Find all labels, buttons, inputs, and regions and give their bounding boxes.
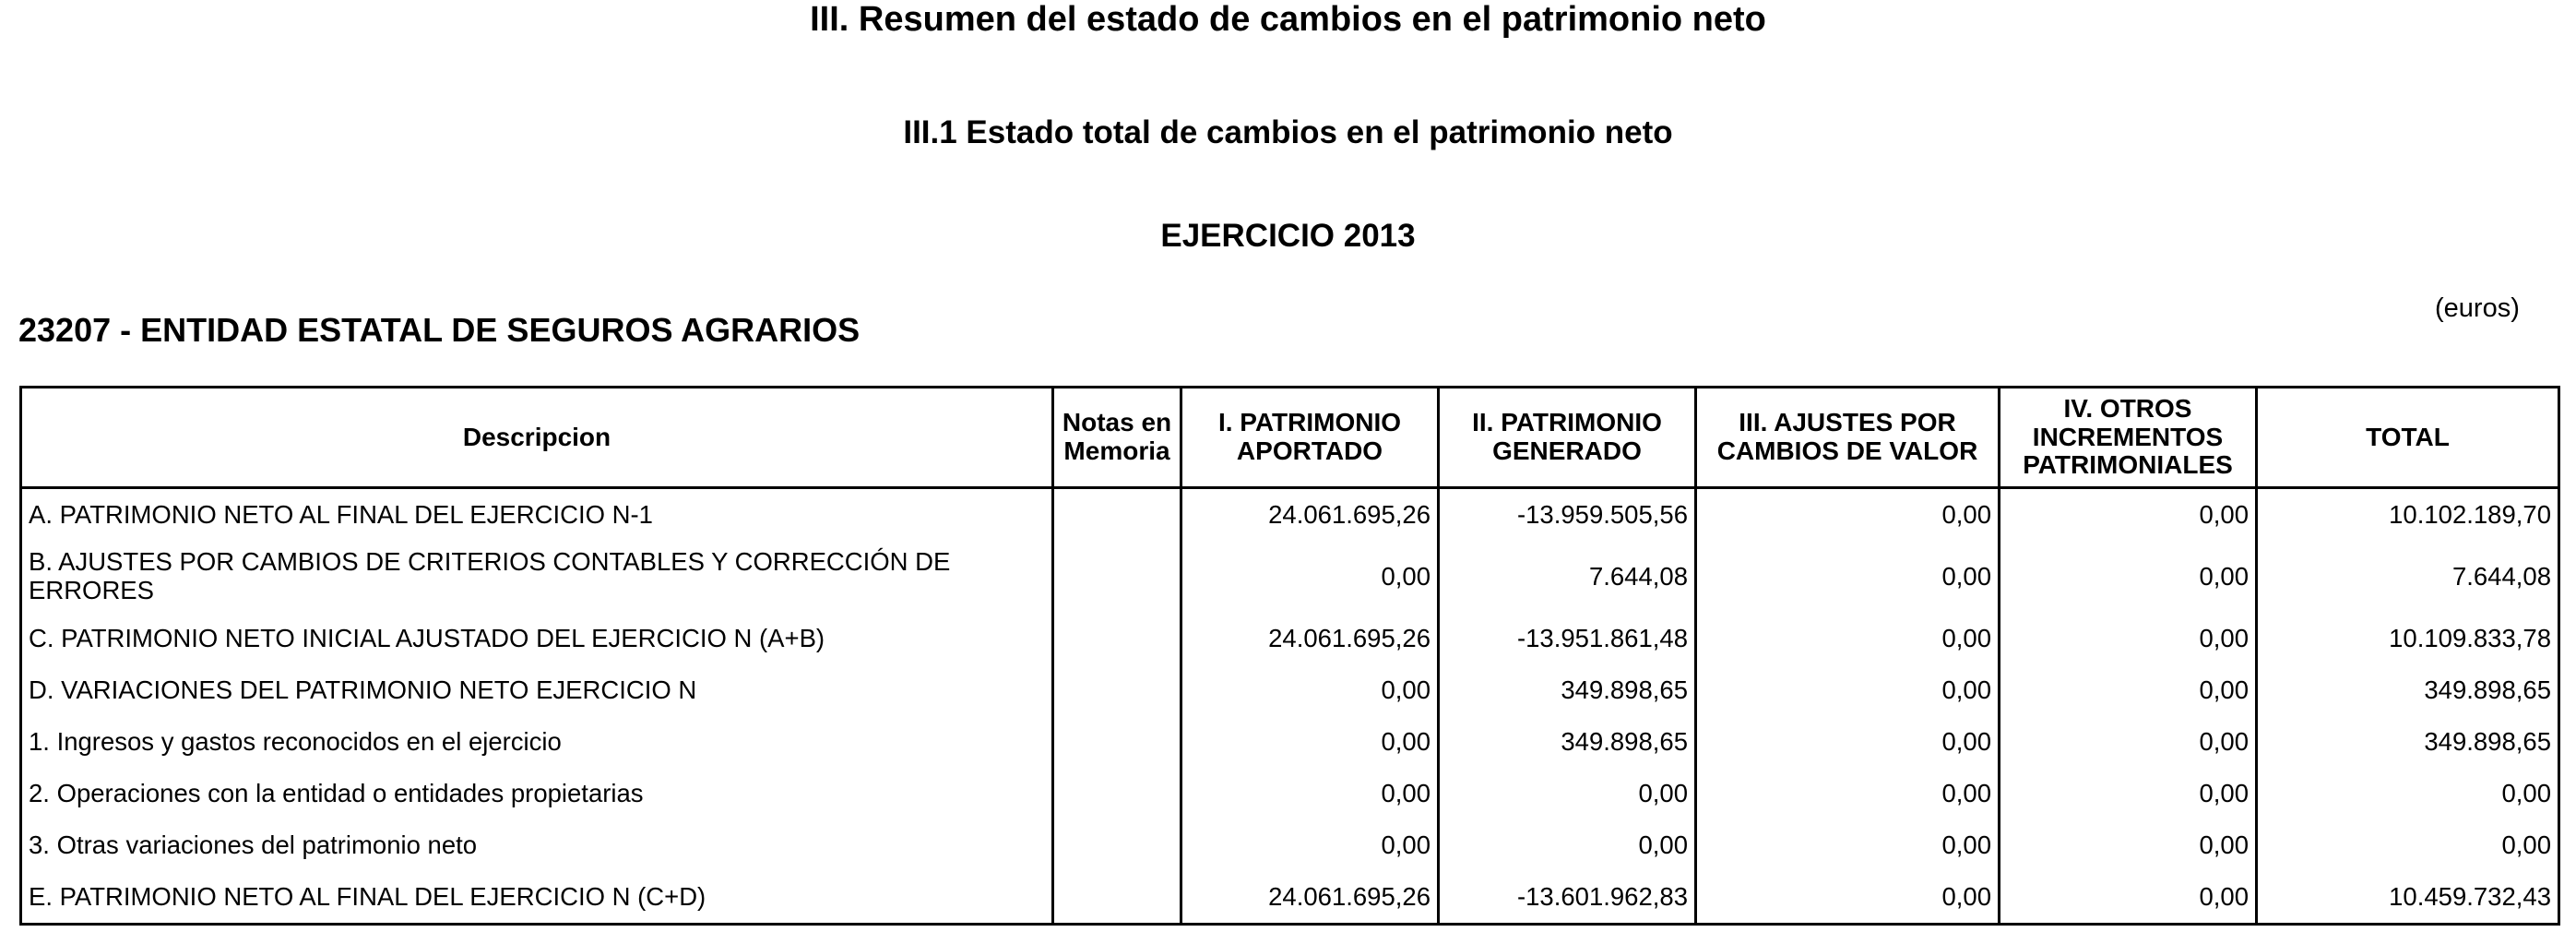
row-total: 10.102.189,70 <box>2257 488 2559 542</box>
table-row <box>21 819 2559 871</box>
row-ajustes-valor: 0,00 <box>1696 664 2000 716</box>
entity-name: 23207 - ENTIDAD ESTATAL DE SEGUROS AGRARIOS <box>18 311 861 349</box>
row-description: C. PATRIMONIO NETO INICIAL AJUSTADO DEL EJERCICIO N (A+B) <box>21 613 1053 664</box>
row-otros-incrementos: 0,00 <box>2000 716 2257 768</box>
row-patrimonio-aportado: 0,00 <box>1181 664 1439 716</box>
report-title: III. Resumen del estado de cambios en el patrimonio neto <box>810 0 1766 39</box>
table-row <box>21 768 2559 819</box>
row-total: 7.644,08 <box>2257 541 2559 613</box>
row-total: 10.459.732,43 <box>2257 871 2559 925</box>
column-header-ajustes-valor: III. AJUSTES POR CAMBIOS DE VALOR <box>1696 388 2000 488</box>
row-ajustes-valor: 0,00 <box>1696 819 2000 871</box>
row-otros-incrementos: 0,00 <box>2000 488 2257 542</box>
row-notas <box>1053 664 1181 716</box>
equity-changes-table <box>19 386 2560 926</box>
column-header-notas: Notas en Memoria <box>1053 388 1181 488</box>
column-header-patrimonio-generado: II. PATRIMONIO GENERADO <box>1439 388 1696 488</box>
row-patrimonio-generado: -13.959.505,56 <box>1439 488 1696 542</box>
row-patrimonio-aportado: 0,00 <box>1181 819 1439 871</box>
row-patrimonio-aportado: 24.061.695,26 <box>1181 871 1439 925</box>
row-notas <box>1053 541 1181 613</box>
row-description: 3. Otras variaciones del patrimonio neto <box>21 819 1053 871</box>
table-row <box>21 664 2559 716</box>
column-header-descripcion: Descripcion <box>21 388 1053 488</box>
row-patrimonio-generado: 349.898,65 <box>1439 716 1696 768</box>
row-otros-incrementos: 0,00 <box>2000 613 2257 664</box>
row-notas <box>1053 819 1181 871</box>
row-ajustes-valor: 0,00 <box>1696 488 2000 542</box>
table-header-row <box>21 388 2559 488</box>
row-ajustes-valor: 0,00 <box>1696 541 2000 613</box>
column-header-otros-incrementos: IV. OTROS INCREMENTOS PATRIMONIALES <box>2000 388 2257 488</box>
row-total: 10.109.833,78 <box>2257 613 2559 664</box>
row-patrimonio-generado: 349.898,65 <box>1439 664 1696 716</box>
row-patrimonio-aportado: 24.061.695,26 <box>1181 613 1439 664</box>
row-description: A. PATRIMONIO NETO AL FINAL DEL EJERCICIO N-1 <box>21 488 1053 542</box>
column-header-patrimonio-aportado: I. PATRIMONIO APORTADO <box>1181 388 1439 488</box>
row-ajustes-valor: 0,00 <box>1696 871 2000 925</box>
row-otros-incrementos: 0,00 <box>2000 664 2257 716</box>
row-patrimonio-generado: -13.601.962,83 <box>1439 871 1696 925</box>
row-description: D. VARIACIONES DEL PATRIMONIO NETO EJERCICIO N <box>21 664 1053 716</box>
table-row <box>21 871 2559 925</box>
row-patrimonio-aportado: 0,00 <box>1181 716 1439 768</box>
row-description: 2. Operaciones con la entidad o entidades propietarias <box>21 768 1053 819</box>
row-notas <box>1053 871 1181 925</box>
row-notas <box>1053 488 1181 542</box>
row-otros-incrementos: 0,00 <box>2000 871 2257 925</box>
row-patrimonio-aportado: 24.061.695,26 <box>1181 488 1439 542</box>
row-patrimonio-aportado: 0,00 <box>1181 541 1439 613</box>
row-patrimonio-generado: 7.644,08 <box>1439 541 1696 613</box>
row-patrimonio-generado: -13.951.861,48 <box>1439 613 1696 664</box>
row-description: 1. Ingresos y gastos reconocidos en el ejercicio <box>21 716 1053 768</box>
row-ajustes-valor: 0,00 <box>1696 716 2000 768</box>
report-subtitle: III.1 Estado total de cambios en el patrimonio neto <box>903 114 1673 150</box>
table-row <box>21 541 2559 613</box>
row-total: 349.898,65 <box>2257 716 2559 768</box>
row-total: 349.898,65 <box>2257 664 2559 716</box>
row-notas <box>1053 768 1181 819</box>
currency-units-label: (euros) <box>2435 293 2520 323</box>
row-description: B. AJUSTES POR CAMBIOS DE CRITERIOS CONTABLES Y CORRECCIÓN DE ERRORES <box>21 541 1053 613</box>
row-notas <box>1053 716 1181 768</box>
row-patrimonio-aportado: 0,00 <box>1181 768 1439 819</box>
row-otros-incrementos: 0,00 <box>2000 541 2257 613</box>
row-patrimonio-generado: 0,00 <box>1439 768 1696 819</box>
row-notas <box>1053 613 1181 664</box>
fiscal-year-label: EJERCICIO 2013 <box>1160 218 1416 254</box>
row-ajustes-valor: 0,00 <box>1696 613 2000 664</box>
row-ajustes-valor: 0,00 <box>1696 768 2000 819</box>
row-otros-incrementos: 0,00 <box>2000 819 2257 871</box>
row-otros-incrementos: 0,00 <box>2000 768 2257 819</box>
row-total: 0,00 <box>2257 819 2559 871</box>
column-header-total: TOTAL <box>2257 388 2559 488</box>
table-row <box>21 716 2559 768</box>
row-total: 0,00 <box>2257 768 2559 819</box>
row-description: E. PATRIMONIO NETO AL FINAL DEL EJERCICIO N (C+D) <box>21 871 1053 925</box>
table-row <box>21 488 2559 542</box>
table-row <box>21 613 2559 664</box>
row-patrimonio-generado: 0,00 <box>1439 819 1696 871</box>
